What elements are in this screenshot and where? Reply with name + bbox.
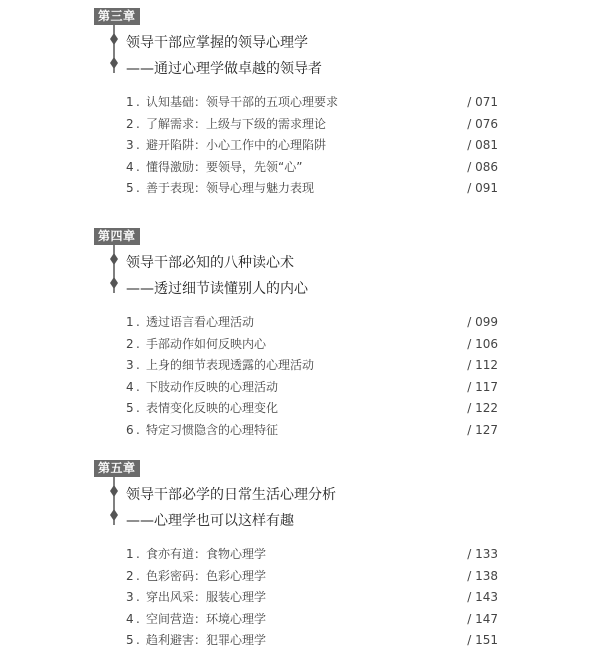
entry-number: 5 [126, 633, 134, 647]
entry-number: 4 [126, 379, 134, 394]
entry-number: 6 [126, 422, 134, 437]
toc-entry[interactable]: 5 . 趋利避害：犯罪心理学 / 151 [126, 630, 504, 652]
entry-title: 特定习惯隐含的心理特征 [146, 422, 279, 437]
entry-page: / 138 [467, 568, 498, 583]
entry-page: / 086 [467, 159, 498, 174]
entry-number: 1 [126, 95, 134, 109]
chapter-title: 领导干部必知的八种读心术 [126, 255, 294, 271]
entry-page: / 081 [467, 138, 498, 152]
chapter-subtitle: ——心理学也可以这样有趣 [126, 513, 294, 529]
entry-number: 4 [126, 611, 134, 626]
entry-title: 善于表现：领导心理与魅力表现 [146, 181, 315, 195]
toc-entry[interactable]: 1 . 认知基础：领导干部的五项心理要求 / 071 [126, 92, 504, 114]
entry-page: / 071 [467, 95, 498, 109]
entry-title: 认知基础：领导干部的五项心理要求 [146, 95, 339, 109]
entry-title: 趋利避害：犯罪心理学 [146, 633, 267, 647]
chapter-badge: 第三章 [94, 8, 140, 25]
chapter-title: 领导干部应掌握的领导心理学 [126, 35, 308, 51]
entry-page: / 122 [467, 401, 498, 415]
entry-title: 空间营造：环境心理学 [146, 611, 267, 626]
entry-title: 了解需求：上级与下级的需求理论 [146, 116, 327, 131]
entry-title: 上身的细节表现透露的心理活动 [146, 358, 315, 372]
entry-number: 4 [126, 159, 134, 174]
entry-page: / 076 [467, 116, 498, 131]
toc-entry[interactable]: 2 . 了解需求：上级与下级的需求理论 / 076 [126, 114, 504, 136]
entry-title: 下肢动作反映的心理活动 [146, 379, 279, 394]
entry-title: 手部动作如何反映内心 [146, 336, 267, 351]
toc-list [126, 92, 504, 200]
toc-entry[interactable]: 3 . 上身的细节表现透露的心理活动 / 112 [126, 355, 504, 377]
toc-entry[interactable]: 2 . 手部动作如何反映内心 / 106 [126, 334, 504, 356]
chain-ornament-icon [108, 245, 120, 293]
entry-page: / 112 [467, 358, 498, 372]
entry-number: 1 [126, 547, 134, 561]
entry-number: 3 [126, 590, 134, 604]
entry-number: 2 [126, 116, 134, 131]
chapter-subtitle: ——通过心理学做卓越的领导者 [126, 61, 322, 77]
toc-entry[interactable]: 5 . 善于表现：领导心理与魅力表现 / 091 [126, 178, 504, 200]
chapter-badge: 第五章 [94, 460, 140, 477]
entry-title: 表情变化反映的心理变化 [146, 401, 279, 415]
entry-page: / 099 [467, 315, 498, 329]
entry-number: 5 [126, 401, 134, 415]
entry-page: / 151 [467, 633, 498, 647]
chain-ornament-icon [108, 25, 120, 73]
entry-number: 1 [126, 315, 134, 329]
entry-page: / 133 [467, 547, 498, 561]
toc-list [126, 312, 504, 441]
entry-page: / 147 [467, 611, 498, 626]
entry-page: / 106 [467, 336, 498, 351]
entry-number: 3 [126, 138, 134, 152]
entry-number: 2 [126, 336, 134, 351]
entry-page: / 127 [467, 422, 498, 437]
entry-title: 穿出风采：服装心理学 [146, 590, 267, 604]
toc-entry[interactable]: 1 . 透过语言看心理活动 / 099 [126, 312, 504, 334]
toc-list [126, 544, 504, 652]
toc-entry[interactable]: 4 . 懂得激励：要领导，先领“心” / 086 [126, 157, 504, 179]
chapter-subtitle: ——透过细节读懂别人的内心 [126, 281, 308, 297]
entry-title: 避开陷阱：小心工作中的心理陷阱 [146, 138, 327, 152]
entry-page: / 117 [467, 379, 498, 394]
entry-page: / 091 [467, 181, 498, 195]
entry-number: 5 [126, 181, 134, 195]
toc-entry[interactable]: 6 . 特定习惯隐含的心理特征 / 127 [126, 420, 504, 442]
entry-number: 2 [126, 568, 134, 583]
toc-entry[interactable]: 3 . 避开陷阱：小心工作中的心理陷阱 / 081 [126, 135, 504, 157]
toc-entry[interactable]: 4 . 空间营造：环境心理学 / 147 [126, 609, 504, 631]
toc-entry[interactable]: 3 . 穿出风采：服装心理学 / 143 [126, 587, 504, 609]
entry-title: 透过语言看心理活动 [146, 315, 255, 329]
toc-entry[interactable]: 4 . 下肢动作反映的心理活动 / 117 [126, 377, 504, 399]
chain-ornament-icon [108, 477, 120, 525]
toc-entry[interactable]: 2 . 色彩密码：色彩心理学 / 138 [126, 566, 504, 588]
entry-title: 懂得激励：要领导，先领“心” [146, 159, 303, 174]
chapter-badge: 第四章 [94, 228, 140, 245]
toc-entry[interactable]: 5 . 表情变化反映的心理变化 / 122 [126, 398, 504, 420]
toc-entry[interactable]: 1 . 食亦有道：食物心理学 / 133 [126, 544, 504, 566]
entry-page: / 143 [467, 590, 498, 604]
entry-number: 3 [126, 358, 134, 372]
entry-title: 色彩密码：色彩心理学 [146, 568, 267, 583]
entry-title: 食亦有道：食物心理学 [146, 547, 267, 561]
chapter-title: 领导干部必学的日常生活心理分析 [126, 487, 336, 503]
